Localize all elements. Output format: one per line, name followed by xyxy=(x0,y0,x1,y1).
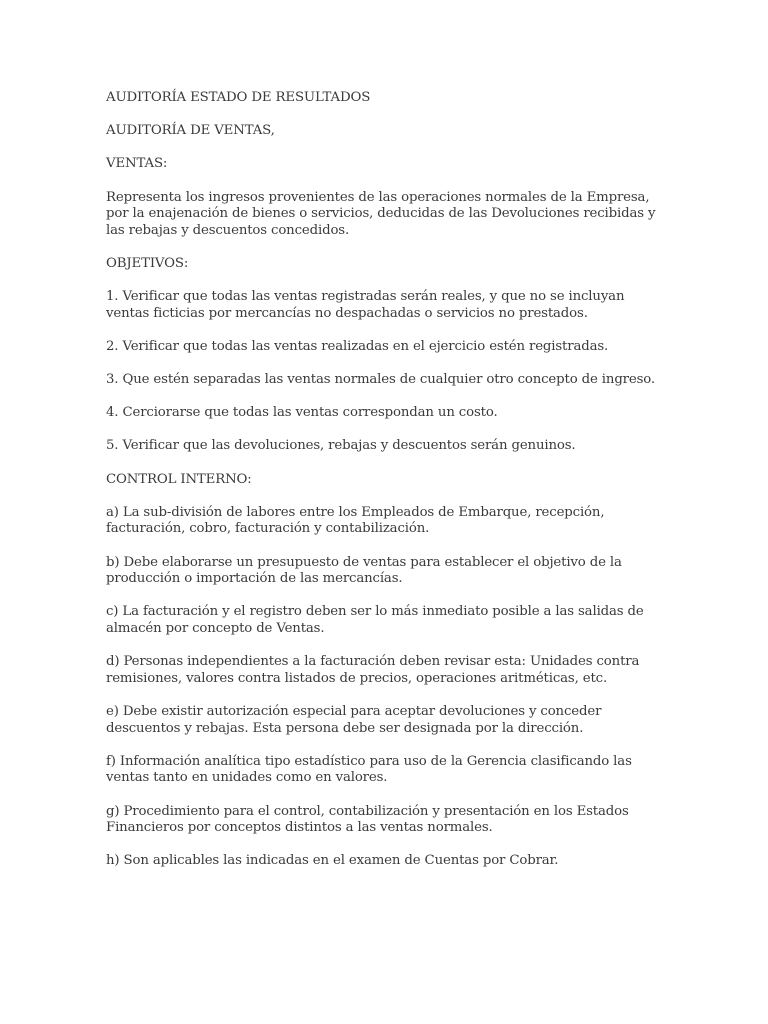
ventas-description: Representa los ingresos provenientes de las operaciones normales de la Empresa, por la enajenación de bienes o servicios, deducidas de las Devoluciones recibidas y las rebajas y descuentos concedidos. xyxy=(106,189,656,238)
objetivo-item-4: 4. Cerciorarse que todas las ventas correspondan un costo. xyxy=(106,405,498,421)
section-heading-objetivos: OBJETIVOS: xyxy=(106,255,189,271)
control-item-a: a) La sub-división de labores entre los Empleados de Embarque, recepción, facturación, cobro, facturación y contabilización. xyxy=(106,504,605,537)
document-body xyxy=(106,90,666,887)
section-heading-ventas: VENTAS: xyxy=(106,156,168,172)
control-item-f: f) Información analítica tipo estadístico para uso de la Gerencia clasificando las ventas tanto en unidades como en valores. xyxy=(106,753,632,786)
control-item-h: h) Son aplicables las indicadas en el examen de Cuentas por Cobrar. xyxy=(106,853,559,869)
document-title: AUDITORÍA ESTADO DE RESULTADOS xyxy=(106,90,371,105)
section-heading-control-interno: CONTROL INTERNO: xyxy=(106,471,252,487)
control-item-b: b) Debe elaborarse un presupuesto de ventas para establecer el objetivo de la producción o importación de las mercancías. xyxy=(106,554,622,587)
document-subtitle: AUDITORÍA DE VENTAS, xyxy=(106,123,275,139)
objetivo-item-3: 3. Que estén separadas las ventas normales de cualquier otro concepto de ingreso. xyxy=(106,372,655,388)
control-item-d: d) Personas independientes a la facturación deben revisar esta: Unidades contra remisiones, valores contra listados de precios, operaciones aritméticas, etc. xyxy=(106,654,640,686)
control-item-c: c) La facturación y el registro deben ser lo más inmediato posible a las salidas de almacén por concepto de Ventas. xyxy=(106,604,644,636)
control-item-g: g) Procedimiento para el control, contabilización y presentación en los Estados Financieros por conceptos distintos a las ventas normales. xyxy=(106,803,629,836)
objetivo-item-2: 2. Verificar que todas las ventas realizadas en el ejercicio estén registradas. xyxy=(106,338,609,354)
control-item-e: e) Debe existir autorización especial para aceptar devoluciones y conceder descuentos y rebajas. Esta persona debe ser designada por la dirección. xyxy=(106,703,602,736)
objetivo-item-5: 5. Verificar que las devoluciones, rebajas y descuentos serán genuinos. xyxy=(106,438,576,454)
objetivo-item-1: 1. Verificar que todas las ventas registradas serán reales, y que no se incluyan ventas ficticias por mercancías no despachadas o servicios no prestados. xyxy=(106,289,625,321)
